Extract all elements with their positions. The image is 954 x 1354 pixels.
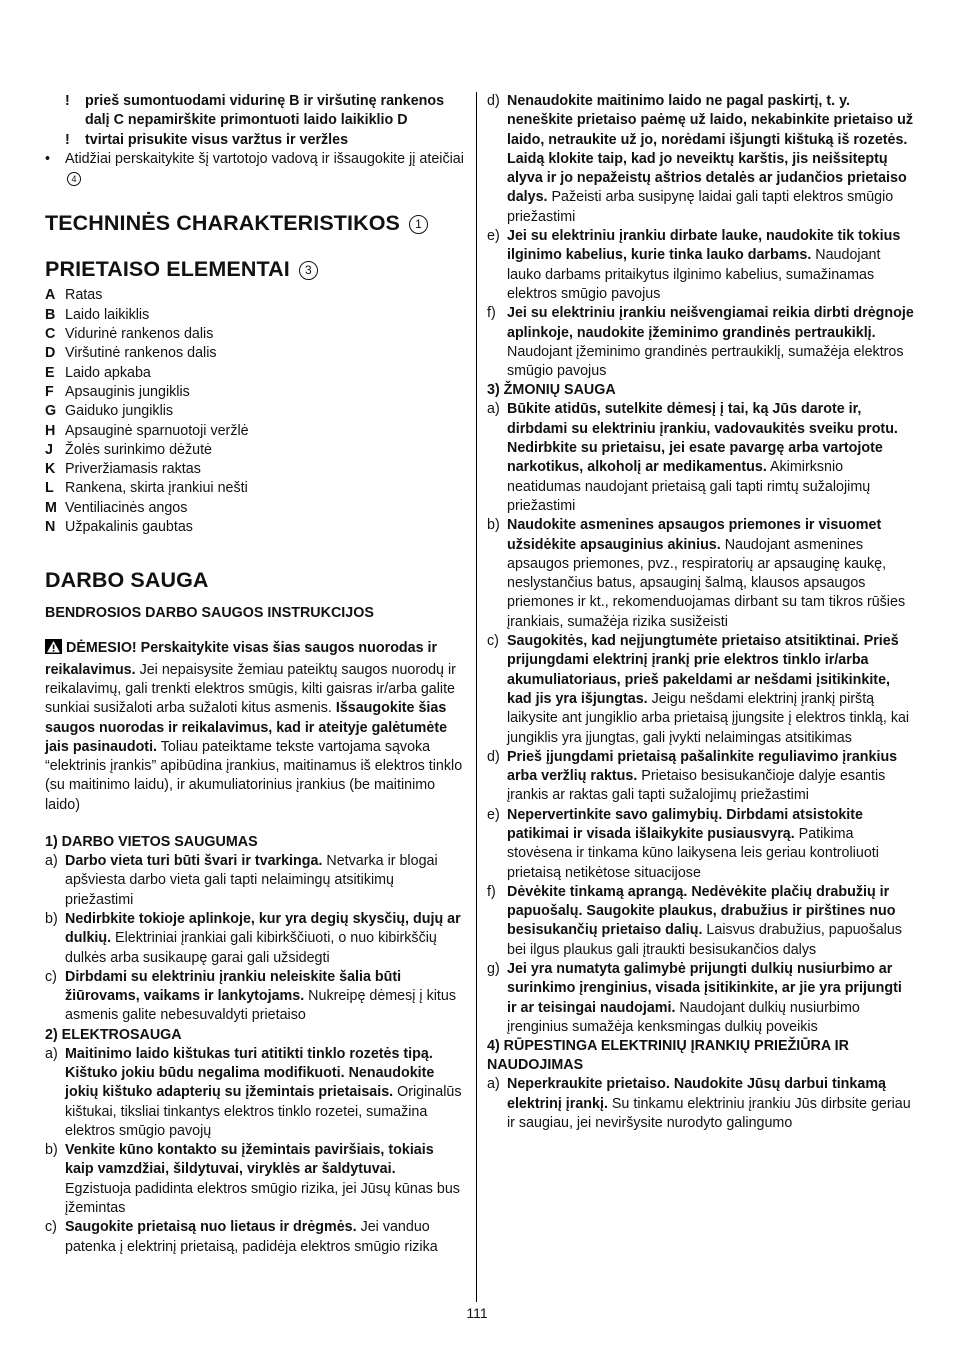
item-bold-text: Darbo vieta turi būti švari ir tvarkinga.	[65, 853, 323, 870]
element-label: Apsauginė sparnuotoji veržlė	[65, 422, 249, 439]
element-label: Žolės surinkimo dėžutė	[65, 441, 213, 458]
warning-paragraph: DĖMESIO! Perskaitykite visas šias saugos nuorodas ir reikalavimus. Jei nepaisysite žemiau pateiktų saugos nuorodų ir reikalavimų, gali trenkti elektros smūgis, kilti gaisras ir/arba galite sunkiai susižaloti arba sužaloti kitus asmenis. Išsaugokite šias saugos nuorodas ir reikalavimus, kad ir ateityje galėtumėte jais pasinaudoti. Toliau pateiktame tekste vartojama sąvoka “elektrinis įrankis” apibūdina įrankius, maitinamus iš elektros tinklo (su maitinimo laidu), ir akumuliatorinius įrankius (be maitinimo laido)	[45, 640, 463, 813]
item-text: Pažeisti arba susipynę laidai gali tapti elektros smūgio priežastimi	[507, 189, 894, 225]
element-label: Užpakalinis gaubtas	[65, 519, 193, 536]
element-letter: C	[45, 326, 56, 343]
item-text: Naudojant dulkių nusiurbimo įrenginius sumažėja kenksmingas dulkių poveikis	[507, 999, 860, 1035]
safety-item	[45, 968, 465, 1026]
item-text: Laisvus drabužius, papuošalus bei ilgus plaukus gali įtraukti besisukančios dalys	[507, 922, 902, 958]
section-work-area-title: 1) DARBO VIETOS SAUGUMAS	[45, 834, 258, 851]
item-marker: !	[65, 131, 70, 148]
element-label: Laido laikiklis	[65, 306, 150, 323]
item-bold-text: Būkite atidūs, sutelkite dėmesį į tai, ką Jūs darote ir, dirbdami su elektriniu įrankiu, vadovaukitės sveiku protu. Nedirbkite su prietaisu, jei esate pavargę arba vartojote narkotikus, alkoholį ar medikamentus.	[507, 401, 898, 476]
safety-item	[45, 852, 465, 910]
section-personal-safety-title: 3) ŽMONIŲ SAUGA	[487, 382, 616, 399]
item-marker: b)	[45, 1142, 58, 1159]
safety-item	[45, 1141, 465, 1218]
element-item	[45, 286, 465, 305]
elements-list	[45, 286, 465, 537]
item-marker: c)	[45, 1219, 57, 1236]
item-bold-text: Nenaudokite maitinimo laido ne pagal paskirtį, t. y. neneškite prietaiso paėmę už laido, nekabinkite prietaiso už laido, netraukite už jo, norėdami išjungti kištuką iš rozetės. Laidą klokite taip, kad jo neveiktų karštis, jis neišsiteptų alyva ir jo nepažeistų aštrios detalės ar judančios prietaiso dalys.	[507, 93, 913, 206]
bullet-marker: •	[45, 150, 51, 167]
item-marker: f)	[487, 883, 496, 900]
item-text: Jei vanduo patenka į elektrinį prietaisą, padidėja elektros smūgio rizika	[65, 1219, 438, 1255]
item-text: Originalūs kištukai, tiksliai tinkantys elektros tinklo rozetei, sumažina elektros smūgio pavojų	[65, 1084, 462, 1139]
bullet-item	[45, 150, 465, 189]
item-marker: a)	[487, 401, 500, 418]
item-bold-text: Jei su elektriniu įrankiu dirbate lauke, naudokite tik tokius ilginimo kabelius, kurie tinka lauko darbams.	[507, 228, 901, 264]
item-text: Elektriniai įrankiai gali kibirkščiuoti, o nuo kibirkščių dulkės arba susikaupę garai gali užsidegti	[65, 930, 437, 966]
item-text: Nukreipę dėmesį į kitus asmenis galite nebesuvaldyti prietaiso	[65, 988, 456, 1024]
page-number: 111	[466, 1305, 488, 1321]
item-text: Su tinkamu elektriniu įrankiu Jūs dirbsite geriau ir saugiau, jei neviršysite nurodyto galingumo	[507, 1095, 911, 1131]
safety-item	[487, 1075, 915, 1133]
left-column	[45, 92, 465, 1257]
element-letter: M	[45, 499, 57, 516]
item-text: Jeigu nešdami elektrinį įrankį pirštą laikysite ant jungiklio arba prietaisą įjungsite į elektros tinklą, kai jungiklis yra įjungtas, gali įvykti nelaimingas atsitikimas	[507, 690, 910, 746]
element-label: Rankena, skirta įrankiui nešti	[65, 480, 248, 497]
item-bold-text: Saugokite prietaisą nuo lietaus ir drėgmės.	[65, 1219, 357, 1236]
safety-item	[487, 806, 915, 883]
item-bold-text: prieš sumontuodami vidurinę B ir viršutinę rankenos dalį C nepamirškite primontuoti laido laikiklio D	[85, 93, 445, 129]
element-item	[45, 383, 465, 402]
element-item	[45, 306, 465, 325]
figure-ref-badge: 1	[409, 215, 428, 234]
item-bold-text: Dėvėkite tinkamą aprangą. Nedėvėkite plačių drabužių ir papuošalų. Saugokite plaukus, drabužius ir pirštines nuo besisukančių prietaiso dalių.	[507, 883, 896, 939]
item-text: Patikima stovėsena ir tinkama kūno laikysena leis geriau kontroliuoti prietaisą netikėtose situacijose	[507, 825, 879, 881]
element-letter: N	[45, 519, 56, 536]
element-letter: B	[45, 306, 56, 323]
element-letter: E	[45, 364, 55, 381]
item-bold-text: Venkite kūno kontakto su įžemintais paviršiais, tokiais kaip vamzdžiai, šildytuvai, viryklės ar šaldytuvai.	[65, 1142, 434, 1178]
element-label: Ratas	[65, 287, 103, 304]
item-text: Akimirksnio neatidumas naudojant prietaisą gali tapti rimtų sužalojimų priežastimi	[507, 459, 871, 514]
element-letter: H	[45, 422, 56, 439]
element-label: Ventiliacinės angos	[65, 499, 188, 516]
item-bold-text: Jei yra numatyta galimybė prijungti dulkių nusiurbimo ar surinkimo įrenginius, visada įsitikinkite, ar jie yra prijungti ir ar teisingai naudojami.	[507, 961, 902, 1016]
element-label: Gaiduko jungiklis	[65, 403, 174, 420]
safety-item	[487, 883, 915, 960]
section-tool-care	[487, 1075, 915, 1133]
item-marker: d)	[487, 93, 500, 109]
item-marker: f)	[487, 305, 496, 322]
element-item	[45, 422, 465, 441]
heading-work-safety: DARBO SAUGA	[45, 568, 209, 593]
element-item	[45, 518, 465, 537]
element-item	[45, 325, 465, 344]
section-electrical-title: 2) ELEKTROSAUGA	[45, 1026, 182, 1043]
safety-item	[487, 748, 915, 806]
safety-item	[487, 227, 915, 304]
item-marker: e)	[487, 806, 500, 823]
element-item	[45, 344, 465, 363]
element-item	[45, 479, 465, 498]
safety-item	[45, 910, 465, 968]
warning-triangle-icon	[45, 639, 62, 660]
assembly-notes	[45, 92, 465, 150]
item-marker: a)	[487, 1076, 500, 1093]
item-marker: !	[65, 93, 70, 109]
item-marker: c)	[487, 633, 499, 650]
heading-tech-specs: TECHNINĖS CHARAKTERISTIKOS 1	[45, 210, 465, 236]
section-electrical	[45, 1045, 465, 1257]
note-item	[45, 131, 465, 150]
element-item	[45, 460, 465, 479]
item-marker: b)	[487, 517, 500, 534]
item-bold-text: Saugokitės, kad neįjungtumėte prietaiso atsitiktinai. Prieš prijungdami elektrinį įrankį prie elektros tinklo ir/arba akumuliatoriaus, prieš pakeldami ar nešdami įsitikinkite, kad jis yra išjungtas.	[507, 633, 899, 707]
element-letter: K	[45, 461, 56, 478]
item-bold-text: Jei su elektriniu įrankiu neišvengiamai reikia dirbti drėgnoje aplinkoje, naudokite įžeminimo grandinės pertraukiklį.	[507, 305, 914, 341]
element-item	[45, 441, 465, 460]
item-text: Netvarka ir blogai apšviesta darbo vieta gali tapti nelaimingų atsitikimų priežastimi	[65, 853, 438, 908]
right-column	[487, 92, 915, 1133]
column-divider	[476, 92, 477, 1302]
item-marker: d)	[487, 748, 500, 765]
item-text: Naudojant įžeminimo grandinės pertraukiklį, sumažėja elektros smūgio pavojus	[507, 343, 904, 380]
safety-item	[487, 960, 915, 1037]
item-marker: g)	[487, 961, 500, 978]
safety-item	[487, 400, 915, 516]
element-letter: F	[45, 383, 54, 400]
element-label: Laido apkaba	[65, 364, 151, 381]
item-bold-text: Dirbdami su elektriniu įrankiu neleiskite šalia būti žiūrovams, vaikams ir lankytojams.	[65, 968, 402, 1005]
element-letter: D	[45, 345, 56, 362]
element-item	[45, 499, 465, 518]
item-marker: c)	[45, 968, 57, 985]
item-text: Prietaiso besisukančioje dalyje esantis įrankis ar raktas gali tapti sužalojimų priežastimi	[507, 768, 886, 804]
item-marker: a)	[45, 1045, 58, 1062]
bullet-text: Atidžiai perskaitykite šį vartotojo vadovą ir išsaugokite jį ateičiai	[65, 150, 464, 167]
element-label: Viršutinė rankenos dalis	[65, 345, 217, 362]
item-text: Naudojant asmenines apsaugos priemones, pvz., respiratorių ar apsauginę kaukę, neslystančius batus, apsauginį šalmą, klausos apsaugos priemones ir kt., rekomenduojamas dirbant su tam tikros rūšies įrankiais, sumažėja rizika susižeisti	[507, 536, 906, 630]
item-marker: e)	[487, 228, 500, 245]
section-personal-safety	[487, 400, 915, 1037]
item-text: Egzistuoja padidinta elektros smūgio rizika, jei Jūsų kūnas bus įžemintas	[65, 1180, 460, 1217]
item-bold-text: Neperkraukite prietaiso. Naudokite Jūsų darbui tinkamą elektrinį įrankį.	[507, 1076, 886, 1112]
item-text: Naudojant lauko darbams pritaikytus ilginimo kabelius, sumažinamas elektros smūgio pavojus	[507, 247, 881, 302]
item-bold-text: Nepervertinkite savo galimybių. Dirbdami atsistokite patikimai ir visada išlaikykite pusiausvyrą.	[507, 806, 863, 842]
element-item	[45, 402, 465, 421]
section-work-area	[45, 852, 465, 1026]
safety-item	[487, 304, 915, 381]
heading-tool-elements: PRIETAISO ELEMENTAI 3	[45, 256, 465, 282]
safety-item	[487, 516, 915, 632]
item-bold-text: tvirtai prisukite visus varžtus ir veržles	[85, 131, 349, 148]
item-bold-text: Naudokite asmenines apsaugos priemones ir visuomet užsidėkite apsauginius akinius.	[507, 517, 882, 553]
element-letter: J	[45, 441, 53, 458]
item-bold-text: Nedirbkite tokioje aplinkoje, kur yra degių skysčių, dujų ar dulkių.	[65, 910, 461, 947]
safety-item	[45, 1045, 465, 1141]
safety-item	[487, 632, 915, 748]
element-label: Vidurinė rankenos dalis	[65, 326, 214, 343]
item-marker: b)	[45, 910, 58, 927]
element-letter: A	[45, 287, 56, 304]
section-tool-care-title: 4) RŪPESTINGA ELEKTRINIŲ ĮRANKIŲ PRIEŽIŪRA IR NAUDOJIMAS	[487, 1038, 849, 1074]
figure-ref-badge: 4	[67, 172, 81, 186]
safety-item	[487, 92, 915, 227]
subheading-general-safety: BENDROSIOS DARBO SAUGOS INSTRUKCIJOS	[45, 605, 374, 622]
element-letter: L	[45, 480, 54, 497]
section-electrical-continued	[487, 92, 915, 381]
item-marker: a)	[45, 853, 58, 870]
item-bold-text: Prieš įjungdami prietaisą pašalinkite reguliavimo įrankius arba veržlių raktus.	[507, 748, 898, 785]
element-label: Priveržiamasis raktas	[65, 461, 201, 478]
figure-ref-badge: 3	[299, 261, 318, 280]
note-item	[45, 92, 465, 131]
element-label: Apsauginis jungiklis	[65, 383, 190, 400]
element-letter: G	[45, 403, 57, 420]
safety-item	[45, 1218, 465, 1257]
element-item	[45, 364, 465, 383]
item-bold-text: Maitinimo laido kištukas turi atitikti tinklo rozetės tipą. Kištuko jokiu būdu negalima modifikuoti. Nenaudokite jokių kištuko adapterių su įžemintais prietaisais.	[65, 1045, 435, 1101]
